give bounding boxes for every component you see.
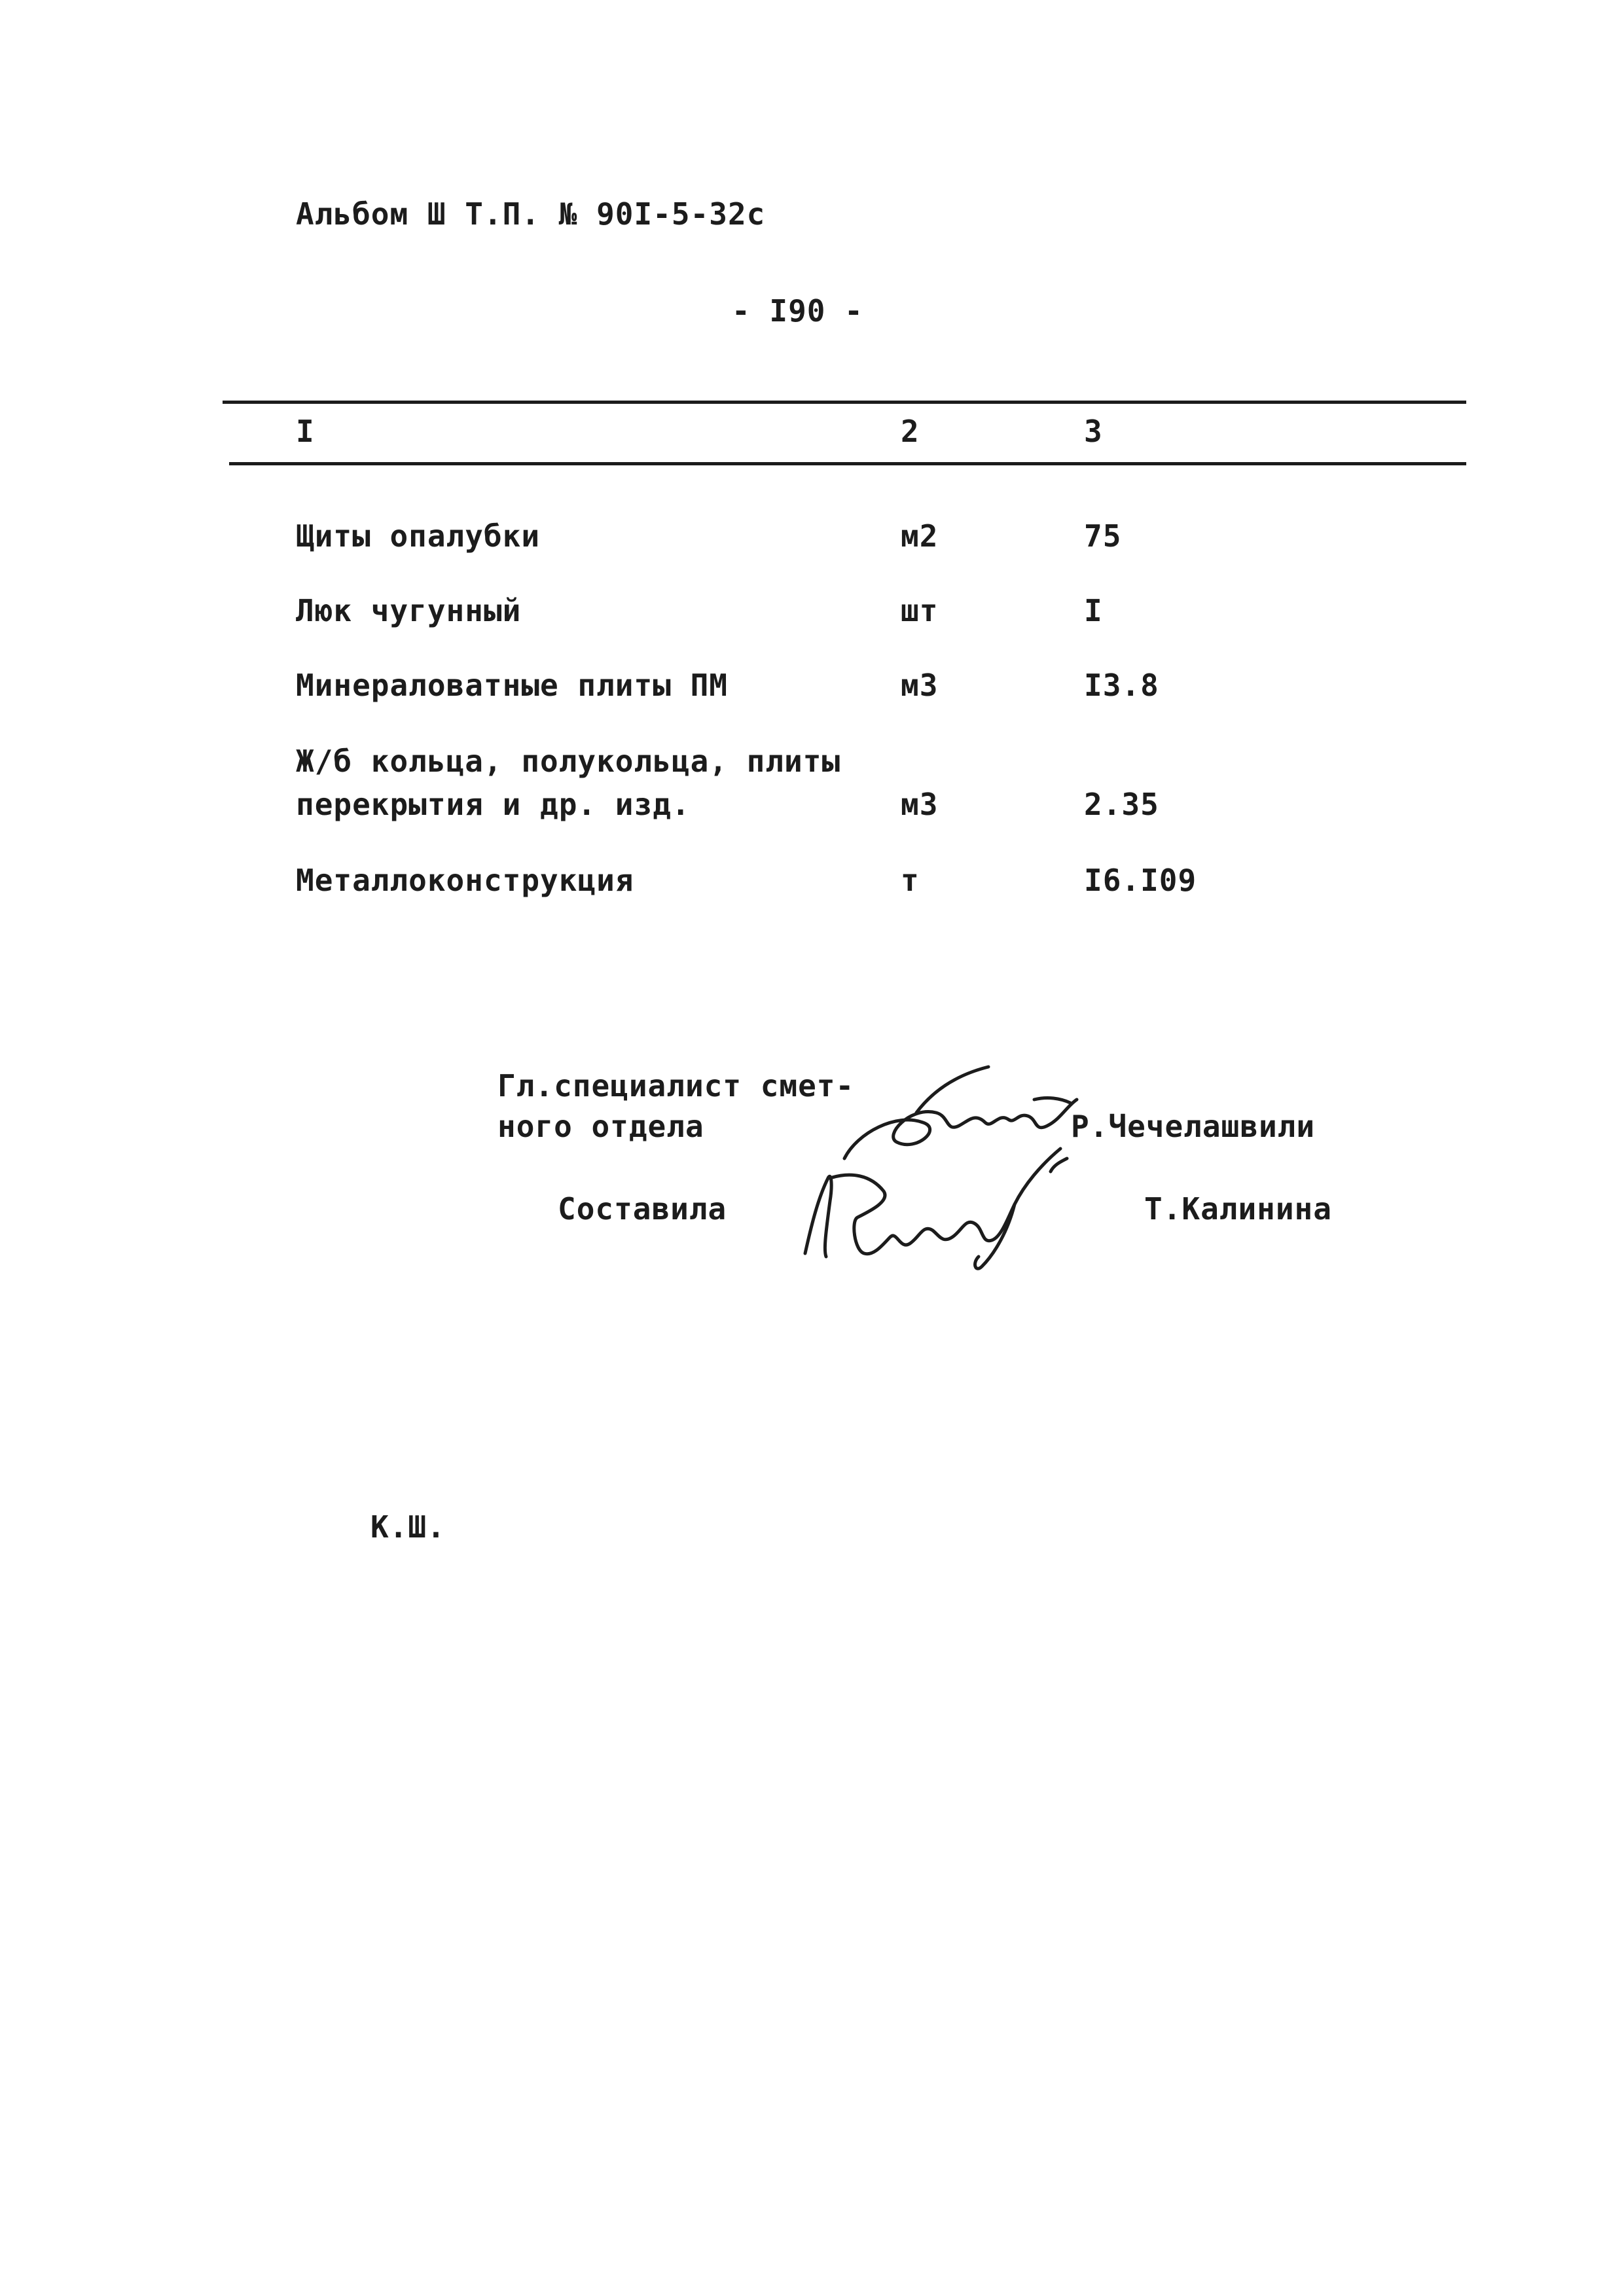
table-top-rule (223, 401, 1466, 404)
chief-name: Р.Чечелашвили (1071, 1109, 1316, 1144)
table-row-unit: шт (901, 593, 939, 628)
table-row-name: Металлоконструкция (296, 863, 634, 898)
table-row-qty: 75 (1084, 518, 1122, 554)
table-header-rule (229, 462, 1466, 465)
table-row-qty: I (1084, 593, 1103, 628)
table-row-unit: т (901, 863, 920, 898)
compiler-title: Составила (558, 1191, 727, 1227)
chief-title-line2: ного отдела (497, 1109, 704, 1144)
column-header-3: 3 (1084, 414, 1103, 449)
table-row-name: Щиты опалубки (296, 518, 541, 554)
compiler-signature (792, 1139, 1080, 1276)
compiler-name: Т.Калинина (1144, 1191, 1332, 1227)
table-row-name: Минераловатные плиты ПМ (296, 668, 728, 703)
table-row-name: Люк чугунный (296, 593, 522, 628)
table-row-unit: м3 (901, 668, 939, 703)
chief-title-line1: Гл.специалист смет- (497, 1068, 855, 1103)
table-row-name-line1: Ж/б кольца, полукольца, плиты (296, 744, 841, 779)
column-header-1: I (296, 414, 315, 449)
table-row-qty: 2.35 (1084, 787, 1159, 822)
footer-initials: К.Ш. (370, 1509, 446, 1545)
album-reference: Альбом Ш Т.П. № 90I-5-32с (296, 196, 766, 232)
page-number: - I90 - (732, 293, 863, 329)
column-header-2: 2 (901, 414, 920, 449)
table-row-qty: I3.8 (1084, 668, 1159, 703)
table-row-unit: м2 (901, 518, 939, 554)
table-row-qty: I6.I09 (1084, 863, 1197, 898)
table-row-unit: м3 (901, 787, 939, 822)
table-row-name-line2: перекрытия и др. изд. (296, 787, 691, 822)
